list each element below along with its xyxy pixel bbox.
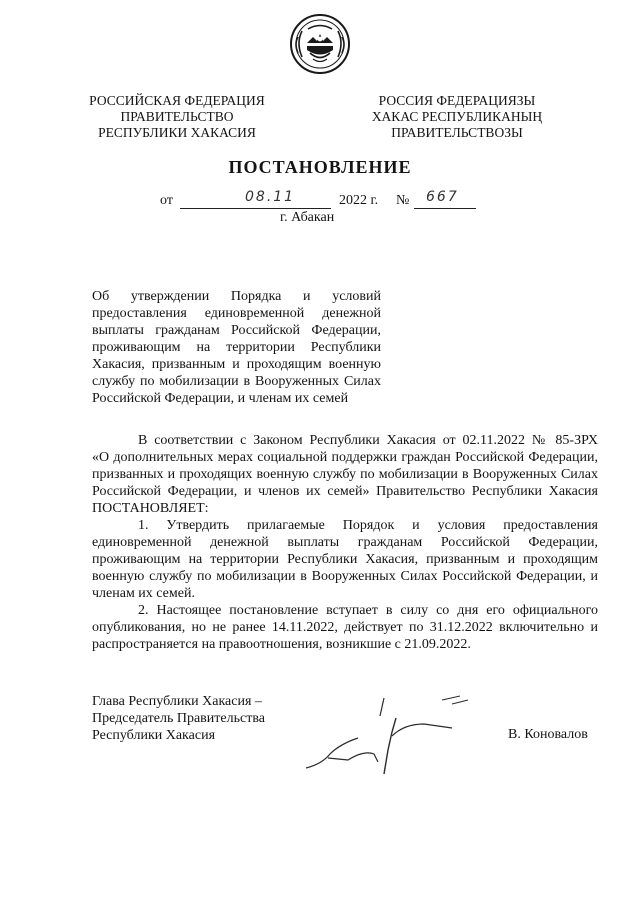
header-russian (82, 93, 272, 141)
body-line: 1. Утвердить прилагаемые Порядок и условия предоставления (138, 518, 598, 533)
body-line: призванных и проходящих военную службу по мобилизации в Вооруженных Силах (92, 467, 598, 482)
body-line: Российской Федерации, и членов их семей» Правительство Республики Хакасия (92, 484, 598, 499)
subject-line: Об утверждении Порядка и условий (92, 289, 381, 304)
header-right-line-2: ХАКАС РЕСПУБЛИКАНЫҢ (371, 109, 543, 124)
date-underline (180, 208, 331, 209)
subject-line: службу по мобилизации в Вооруженных Силах (92, 374, 381, 389)
header-left-line-2: ПРАВИТЕЛЬСТВО (120, 109, 234, 124)
subject-line: проживающим на территории Республики (92, 340, 381, 355)
header-left-line-3: РЕСПУБЛИКИ ХАКАСИЯ (98, 125, 256, 140)
body-line: проживающим на территории Республики Хакасия, призванным и проходящим (92, 552, 598, 567)
subject-block (92, 288, 381, 407)
subject-line: Хакасия, призванным и проходящим военную (92, 357, 381, 372)
signatory-line: Республики Хакасия (92, 728, 216, 743)
body-line: военную службу по мобилизации в Вооруженных Силах Российской Федерации, и (92, 569, 598, 584)
header-right-line-3: ПРАВИТЕЛЬСТВОЗЫ (391, 125, 523, 140)
date-handwritten: 08.11 (245, 189, 296, 205)
handwritten-signature (292, 688, 484, 780)
header-left-line-1: РОССИЙСКАЯ ФЕДЕРАЦИЯ (89, 93, 265, 108)
body-line: членам их семей. (92, 586, 195, 601)
header-khakas (362, 93, 552, 141)
body-line: опубликования, но не ранее 14.11.2022, действует по 31.12.2022 включительно и (92, 620, 598, 635)
date-year: 2022 г. (339, 193, 379, 208)
body-line: 2. Настоящее постановление вступает в силу со дня его официального (138, 603, 598, 618)
signatory-line: Председатель Правительства (92, 711, 265, 726)
coat-of-arms-emblem-icon (289, 13, 351, 75)
number-sign: № (396, 193, 410, 208)
body-line: единовременной денежной выплаты гражданам Российской Федерации, (92, 535, 598, 550)
date-prefix: от (160, 193, 173, 208)
header-right-line-1: РОССИЯ ФЕДЕРАЦИЯЗЫ (378, 93, 536, 108)
signatory-position (92, 693, 265, 744)
number-underline (414, 208, 476, 209)
body-line: ПОСТАНОВЛЯЕТ: (92, 501, 209, 516)
body-line: «О дополнительных мерах социальной поддержки граждан Российской Федерации, (92, 450, 598, 465)
body-text (92, 432, 598, 653)
subject-line: предоставления единовременной денежной (92, 306, 381, 321)
subject-line: выплаты гражданам Российской Федерации, (92, 323, 381, 338)
city: г. Абакан (280, 210, 335, 225)
body-line: В соответствии с Законом Республики Хакасия от 02.11.2022 № 85-ЗРХ (138, 433, 598, 448)
subject-line: Российской Федерации, и членам их семей (92, 391, 349, 406)
signatory-line: Глава Республики Хакасия – (92, 694, 262, 709)
number-handwritten: 667 (426, 189, 459, 205)
signatory-name: В. Коновалов (508, 727, 588, 742)
document-title: ПОСТАНОВЛЕНИЕ (228, 157, 412, 177)
body-line: распространяется на правоотношения, возникшие с 21.09.2022. (92, 637, 471, 652)
